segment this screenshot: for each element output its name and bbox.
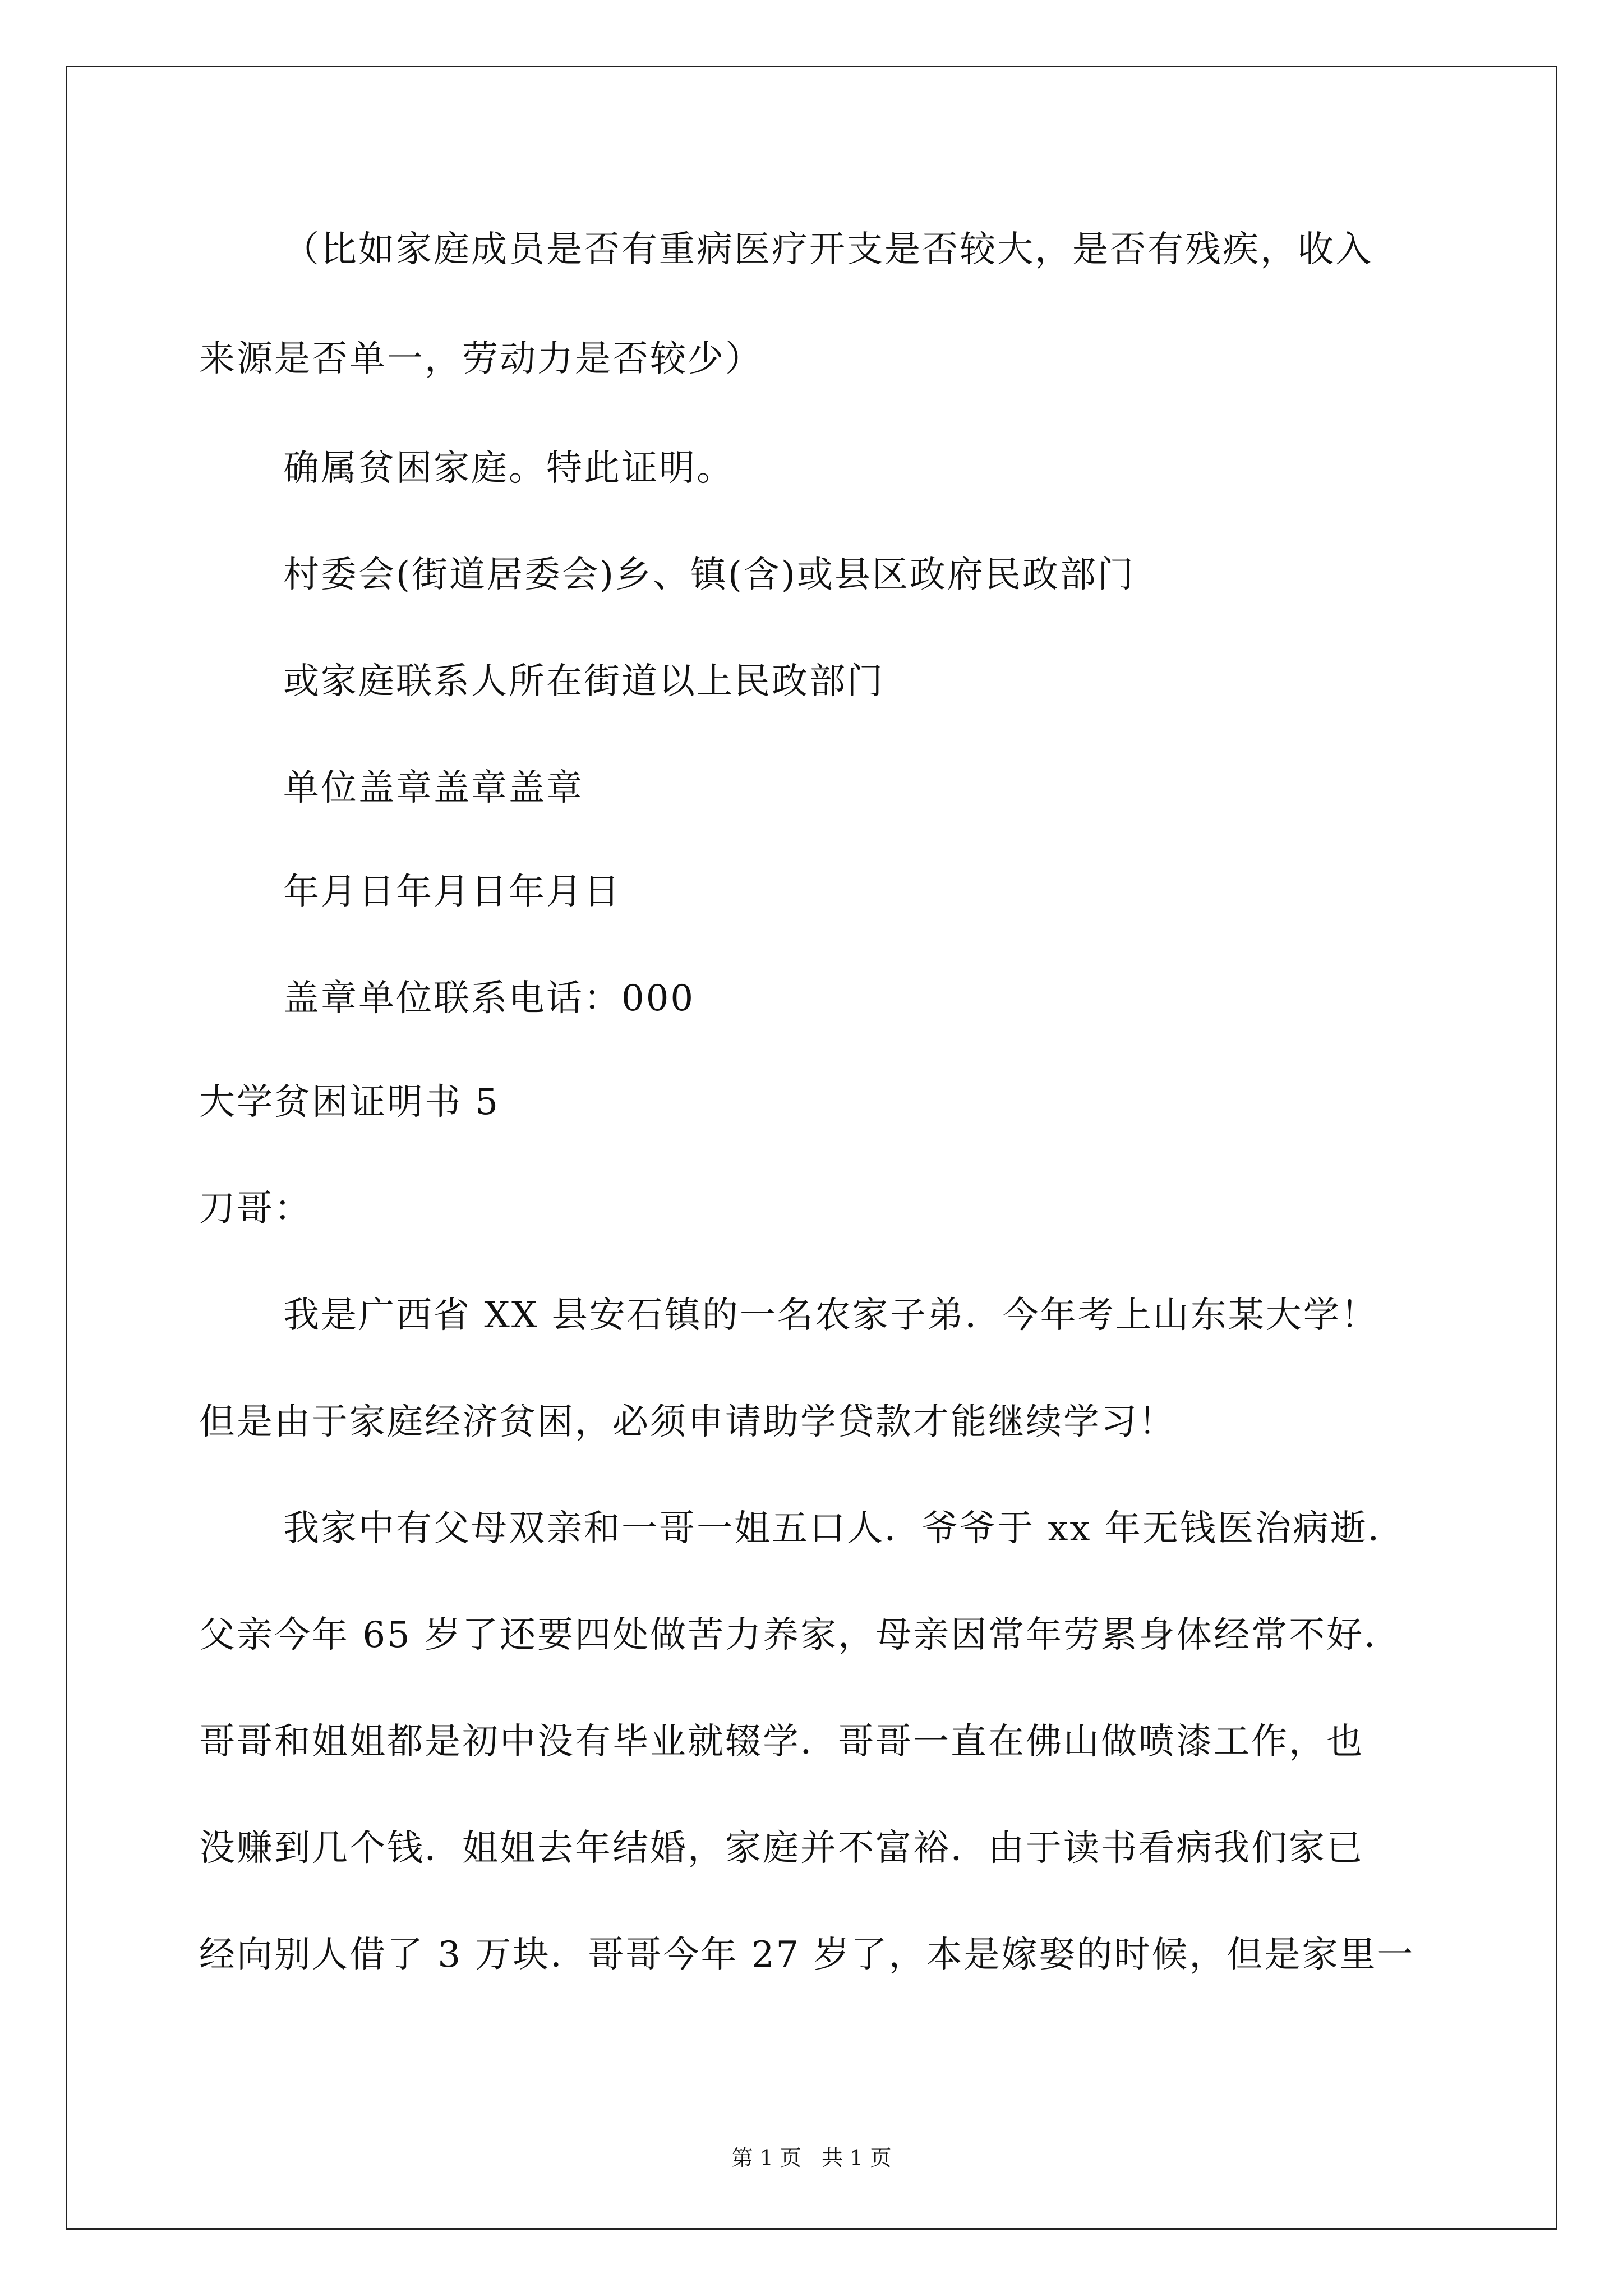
paragraph-line: 没赚到几个钱．姐姐去年结婚，家庭并不富裕．由于读书看病我们家已 [199,1828,1364,1869]
paragraph-line: （比如家庭成员是否有重病医疗开支是否较大，是否有残疾，收入 [283,229,1373,270]
page-border [66,66,1557,2230]
paragraph-line: 单位盖章盖章盖章 [283,767,584,809]
paragraph-line: 确属贫困家庭。特此证明。 [283,448,734,489]
page-footer: 第 1 页 共 1 页 [731,2146,892,2170]
section-heading: 大学贫困证明书 5 [199,1082,500,1123]
paragraph-line: 我家中有父母双亲和一哥一姐五口人．爷爷于 xx 年无钱医治病逝． [283,1508,1405,1549]
paragraph-line: 来源是否单一，劳动力是否较少） [199,338,763,380]
paragraph-line: 但是由于家庭经济贫困，必须申请助学贷款才能继续学习！ [199,1401,1176,1443]
salutation: 刀哥： [199,1188,312,1230]
paragraph-line: 经向别人借了 3 万块．哥哥今年 27 岁了，本是嫁娶的时候，但是家里一 [199,1934,1415,1976]
paragraph-line: 我是广西省 XX 县安石镇的一名农家子弟．今年考上山东某大学！ [283,1295,1378,1336]
paragraph-line: 年月日年月日年月日 [283,871,621,913]
paragraph-line: 盖章单位联系电话：000 [283,978,695,1019]
paragraph-line: 或家庭联系人所在街道以上民政部门 [283,661,884,702]
paragraph-line: 父亲今年 65 岁了还要四处做苦力养家，母亲因常年劳累身体经常不好． [199,1614,1402,1656]
paragraph-line: 村委会(街道居委会)乡、镇(含)或县区政府民政部门 [283,554,1135,596]
paragraph-line: 哥哥和姐姐都是初中没有毕业就辍学．哥哥一直在佛山做喷漆工作，也 [199,1721,1364,1763]
